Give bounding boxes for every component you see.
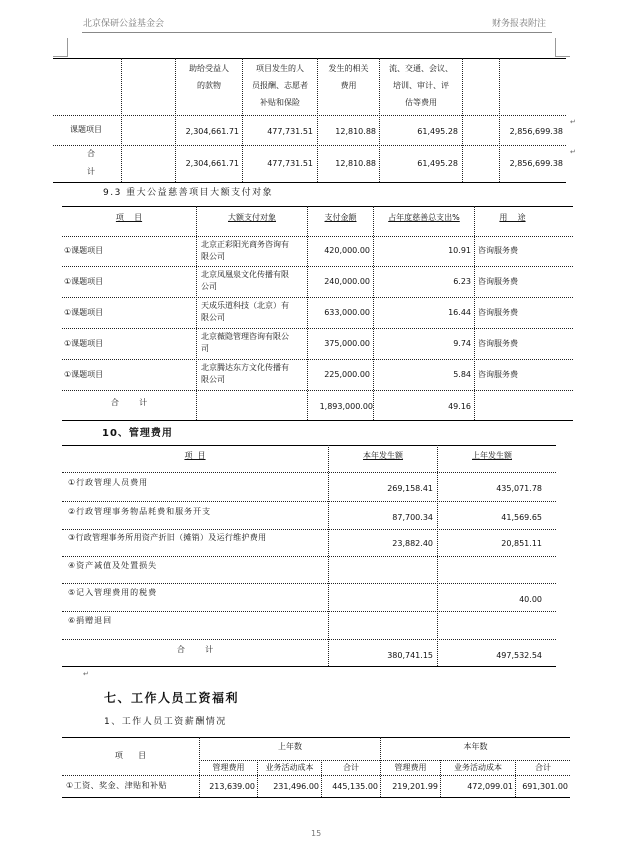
row-previous: 40.00 bbox=[519, 595, 542, 604]
total-amount: 1,893,000.00 bbox=[319, 402, 373, 411]
page-number: 15 bbox=[311, 829, 322, 838]
row-payee-cont: 限公司 bbox=[201, 375, 225, 384]
row-item: ①课题项目 bbox=[64, 246, 104, 255]
row-payee-cont: 公司 bbox=[201, 282, 217, 291]
row-divider bbox=[62, 472, 556, 473]
header-line: 费用 bbox=[340, 81, 357, 90]
row-current: 23,882.40 bbox=[392, 539, 433, 548]
row-value: 219,201.99 bbox=[392, 782, 438, 791]
cell-value: 477,731.51 bbox=[267, 127, 313, 136]
table-rule bbox=[62, 797, 570, 798]
paragraph-mark: ↵ bbox=[570, 118, 576, 126]
row-value: 472,099.01 bbox=[467, 782, 513, 791]
paragraph-mark: ↵ bbox=[83, 670, 89, 678]
header-line: 助给受益人 bbox=[189, 64, 229, 73]
sub-header: 业务活动成本 bbox=[265, 763, 314, 772]
row-label-bottom: 计 bbox=[87, 167, 95, 176]
col-header-use: 用 途 bbox=[499, 213, 526, 222]
row-item: ②行政管理事务物品耗费和服务开支 bbox=[68, 507, 212, 516]
col-divider bbox=[328, 445, 329, 666]
cell-value: 2,856,699.38 bbox=[509, 127, 563, 136]
row-divider bbox=[62, 297, 573, 298]
row-divider bbox=[62, 775, 570, 776]
row-payee: 北京薇隐管理咨询有限公 bbox=[201, 332, 289, 341]
row-payee-cont: 限公司 bbox=[201, 313, 225, 322]
sub-header: 合计 bbox=[343, 763, 359, 772]
header-line: 补贴和保险 bbox=[260, 98, 300, 107]
cell-value: 61,495.28 bbox=[417, 159, 458, 168]
row-value: 691,301.00 bbox=[522, 782, 568, 791]
row-item: ①行政管理人员费用 bbox=[68, 478, 149, 487]
cell-value: 61,495.28 bbox=[417, 127, 458, 136]
col-header-amount: 支付金额 bbox=[324, 213, 357, 222]
row-current: 269,158.41 bbox=[387, 484, 433, 493]
row-item: ①工资、奖金、津贴和补贴 bbox=[66, 781, 168, 790]
col-header-previous: 上年发生额 bbox=[472, 451, 512, 460]
row-label: 课题项目 bbox=[70, 125, 102, 134]
header-org: 北京保研公益基金会 bbox=[83, 19, 165, 29]
col-header-item: 项 目 bbox=[114, 751, 147, 760]
row-previous: 41,569.65 bbox=[501, 513, 542, 522]
row-amount: 240,000.00 bbox=[324, 277, 370, 286]
row-item: ①课题项目 bbox=[64, 370, 104, 379]
group-header-current-year: 本年数 bbox=[463, 742, 488, 751]
row-payee: 天成乐道科技（北京）有 bbox=[201, 301, 289, 310]
row-item: ③行政管理事务所用资产折旧（摊销）及运行维护费用 bbox=[68, 533, 267, 542]
row-use: 咨询服务费 bbox=[478, 246, 518, 255]
cell-value: 12,810.88 bbox=[335, 127, 376, 136]
row-use: 咨询服务费 bbox=[478, 339, 518, 348]
header-line: 员报酬、志愿者 bbox=[252, 81, 308, 90]
sub-header: 合计 bbox=[535, 763, 551, 772]
col-header-payee: 大额支付对象 bbox=[228, 213, 276, 222]
row-item: ④资产减值及处置损失 bbox=[68, 561, 158, 570]
row-percent: 6.23 bbox=[453, 277, 471, 286]
row-divider bbox=[62, 236, 573, 237]
header-cell bbox=[176, 60, 242, 94]
row-divider bbox=[62, 611, 556, 612]
col-header-item: 项 目 bbox=[115, 213, 143, 222]
col-header-percent: 占年度慈善总支出% bbox=[388, 213, 460, 222]
header-doc-title: 财务报表附注 bbox=[492, 19, 547, 29]
total-label: 合 计 bbox=[176, 645, 214, 654]
section-7-1-title: 1、工作人员工资薪酬情况 bbox=[104, 717, 227, 727]
row-label-top: 合 bbox=[87, 149, 95, 158]
row-divider bbox=[62, 390, 573, 391]
total-percent: 49.16 bbox=[448, 402, 471, 411]
cell-value: 2,304,661.71 bbox=[185, 159, 239, 168]
row-divider bbox=[62, 501, 556, 502]
row-percent: 10.91 bbox=[448, 246, 471, 255]
header-line: 的款物 bbox=[197, 81, 221, 90]
row-payee: 北京凤凰泉文化传播有限 bbox=[201, 270, 289, 279]
table-rule bbox=[62, 420, 573, 421]
row-divider bbox=[62, 359, 573, 360]
row-previous: 20,851.11 bbox=[501, 539, 542, 548]
table-rule bbox=[62, 206, 573, 207]
row-payee: 北京正彩阳光商务咨询有 bbox=[201, 240, 289, 249]
group-header-previous-year: 上年数 bbox=[278, 742, 302, 751]
row-payee-cont: 司 bbox=[201, 344, 209, 353]
row-item: ⑤记入管理费用的税费 bbox=[68, 588, 158, 597]
row-use: 咨询服务费 bbox=[478, 308, 518, 317]
row-item: ①课题项目 bbox=[64, 277, 104, 286]
cell-value: 12,810.88 bbox=[335, 159, 376, 168]
sub-header: 管理费用 bbox=[212, 763, 245, 772]
row-use: 咨询服务费 bbox=[478, 277, 518, 286]
section-7-title: 七、工作人员工资福利 bbox=[104, 691, 240, 705]
row-amount: 420,000.00 bbox=[324, 246, 370, 255]
row-item: ①课题项目 bbox=[64, 339, 104, 348]
row-divider bbox=[62, 529, 556, 530]
row-divider bbox=[53, 145, 566, 146]
header-cell bbox=[380, 60, 462, 111]
header-line: 发生的相关 bbox=[328, 64, 369, 73]
col-divider bbox=[437, 445, 438, 666]
total-previous: 497,532.54 bbox=[496, 651, 542, 660]
row-previous: 435,071.78 bbox=[496, 484, 542, 493]
table-rule bbox=[53, 182, 566, 183]
col-header-current: 本年发生额 bbox=[363, 451, 403, 460]
paragraph-mark: ↵ bbox=[570, 148, 576, 156]
section-10-title: 10、管理费用 bbox=[102, 428, 173, 439]
col-divider bbox=[196, 206, 197, 420]
col-divider bbox=[462, 58, 463, 182]
table-rule bbox=[53, 58, 566, 59]
header-line: 培训、审计、评 bbox=[393, 81, 449, 90]
col-divider bbox=[474, 206, 475, 420]
header-cell bbox=[243, 60, 317, 111]
row-value: 445,135.00 bbox=[332, 782, 378, 791]
col-header-item: 项 目 bbox=[184, 451, 206, 460]
header-line: 估等费用 bbox=[405, 98, 437, 107]
row-divider bbox=[62, 639, 556, 640]
header-line: 项目发生的人 bbox=[256, 64, 304, 73]
header-rule bbox=[82, 32, 552, 33]
section-9-3-title: 9.3 重大公益慈善项目大额支付对象 bbox=[103, 188, 274, 198]
row-divider bbox=[62, 556, 556, 557]
table-rule bbox=[62, 737, 570, 738]
row-value: 231,496.00 bbox=[273, 782, 319, 791]
crop-mark-left bbox=[53, 38, 68, 57]
row-divider bbox=[62, 583, 556, 584]
sub-header: 管理费用 bbox=[394, 763, 427, 772]
row-payee-cont: 限公司 bbox=[201, 252, 225, 261]
table-rule bbox=[62, 666, 556, 667]
cell-value: 2,856,699.38 bbox=[509, 159, 563, 168]
row-item: ①课题项目 bbox=[64, 308, 104, 317]
total-current: 380,741.15 bbox=[387, 651, 433, 660]
row-amount: 633,000.00 bbox=[324, 308, 370, 317]
row-divider bbox=[62, 266, 573, 267]
crop-mark-right bbox=[555, 38, 570, 57]
row-percent: 9.74 bbox=[453, 339, 471, 348]
row-percent: 16.44 bbox=[448, 308, 471, 317]
row-item: ⑥捐赠退回 bbox=[68, 616, 113, 625]
header-line: 流、交通、会议、 bbox=[389, 64, 453, 73]
total-label: 合 计 bbox=[110, 398, 148, 407]
header-cell bbox=[318, 60, 379, 94]
row-payee: 北京腾达东方文化传播有 bbox=[201, 363, 289, 372]
col-divider bbox=[121, 58, 122, 182]
row-divider bbox=[62, 328, 573, 329]
row-percent: 5.84 bbox=[453, 370, 471, 379]
cell-value: 477,731.51 bbox=[267, 159, 313, 168]
row-amount: 375,000.00 bbox=[324, 339, 370, 348]
row-value: 213,639.00 bbox=[209, 782, 255, 791]
sub-header: 业务活动成本 bbox=[454, 763, 502, 772]
row-amount: 225,000.00 bbox=[324, 370, 370, 379]
cell-value: 2,304,661.71 bbox=[185, 127, 239, 136]
row-divider bbox=[53, 115, 566, 116]
table-rule bbox=[62, 445, 556, 446]
row-current: 87,700.34 bbox=[392, 513, 433, 522]
row-use: 咨询服务费 bbox=[478, 370, 518, 379]
